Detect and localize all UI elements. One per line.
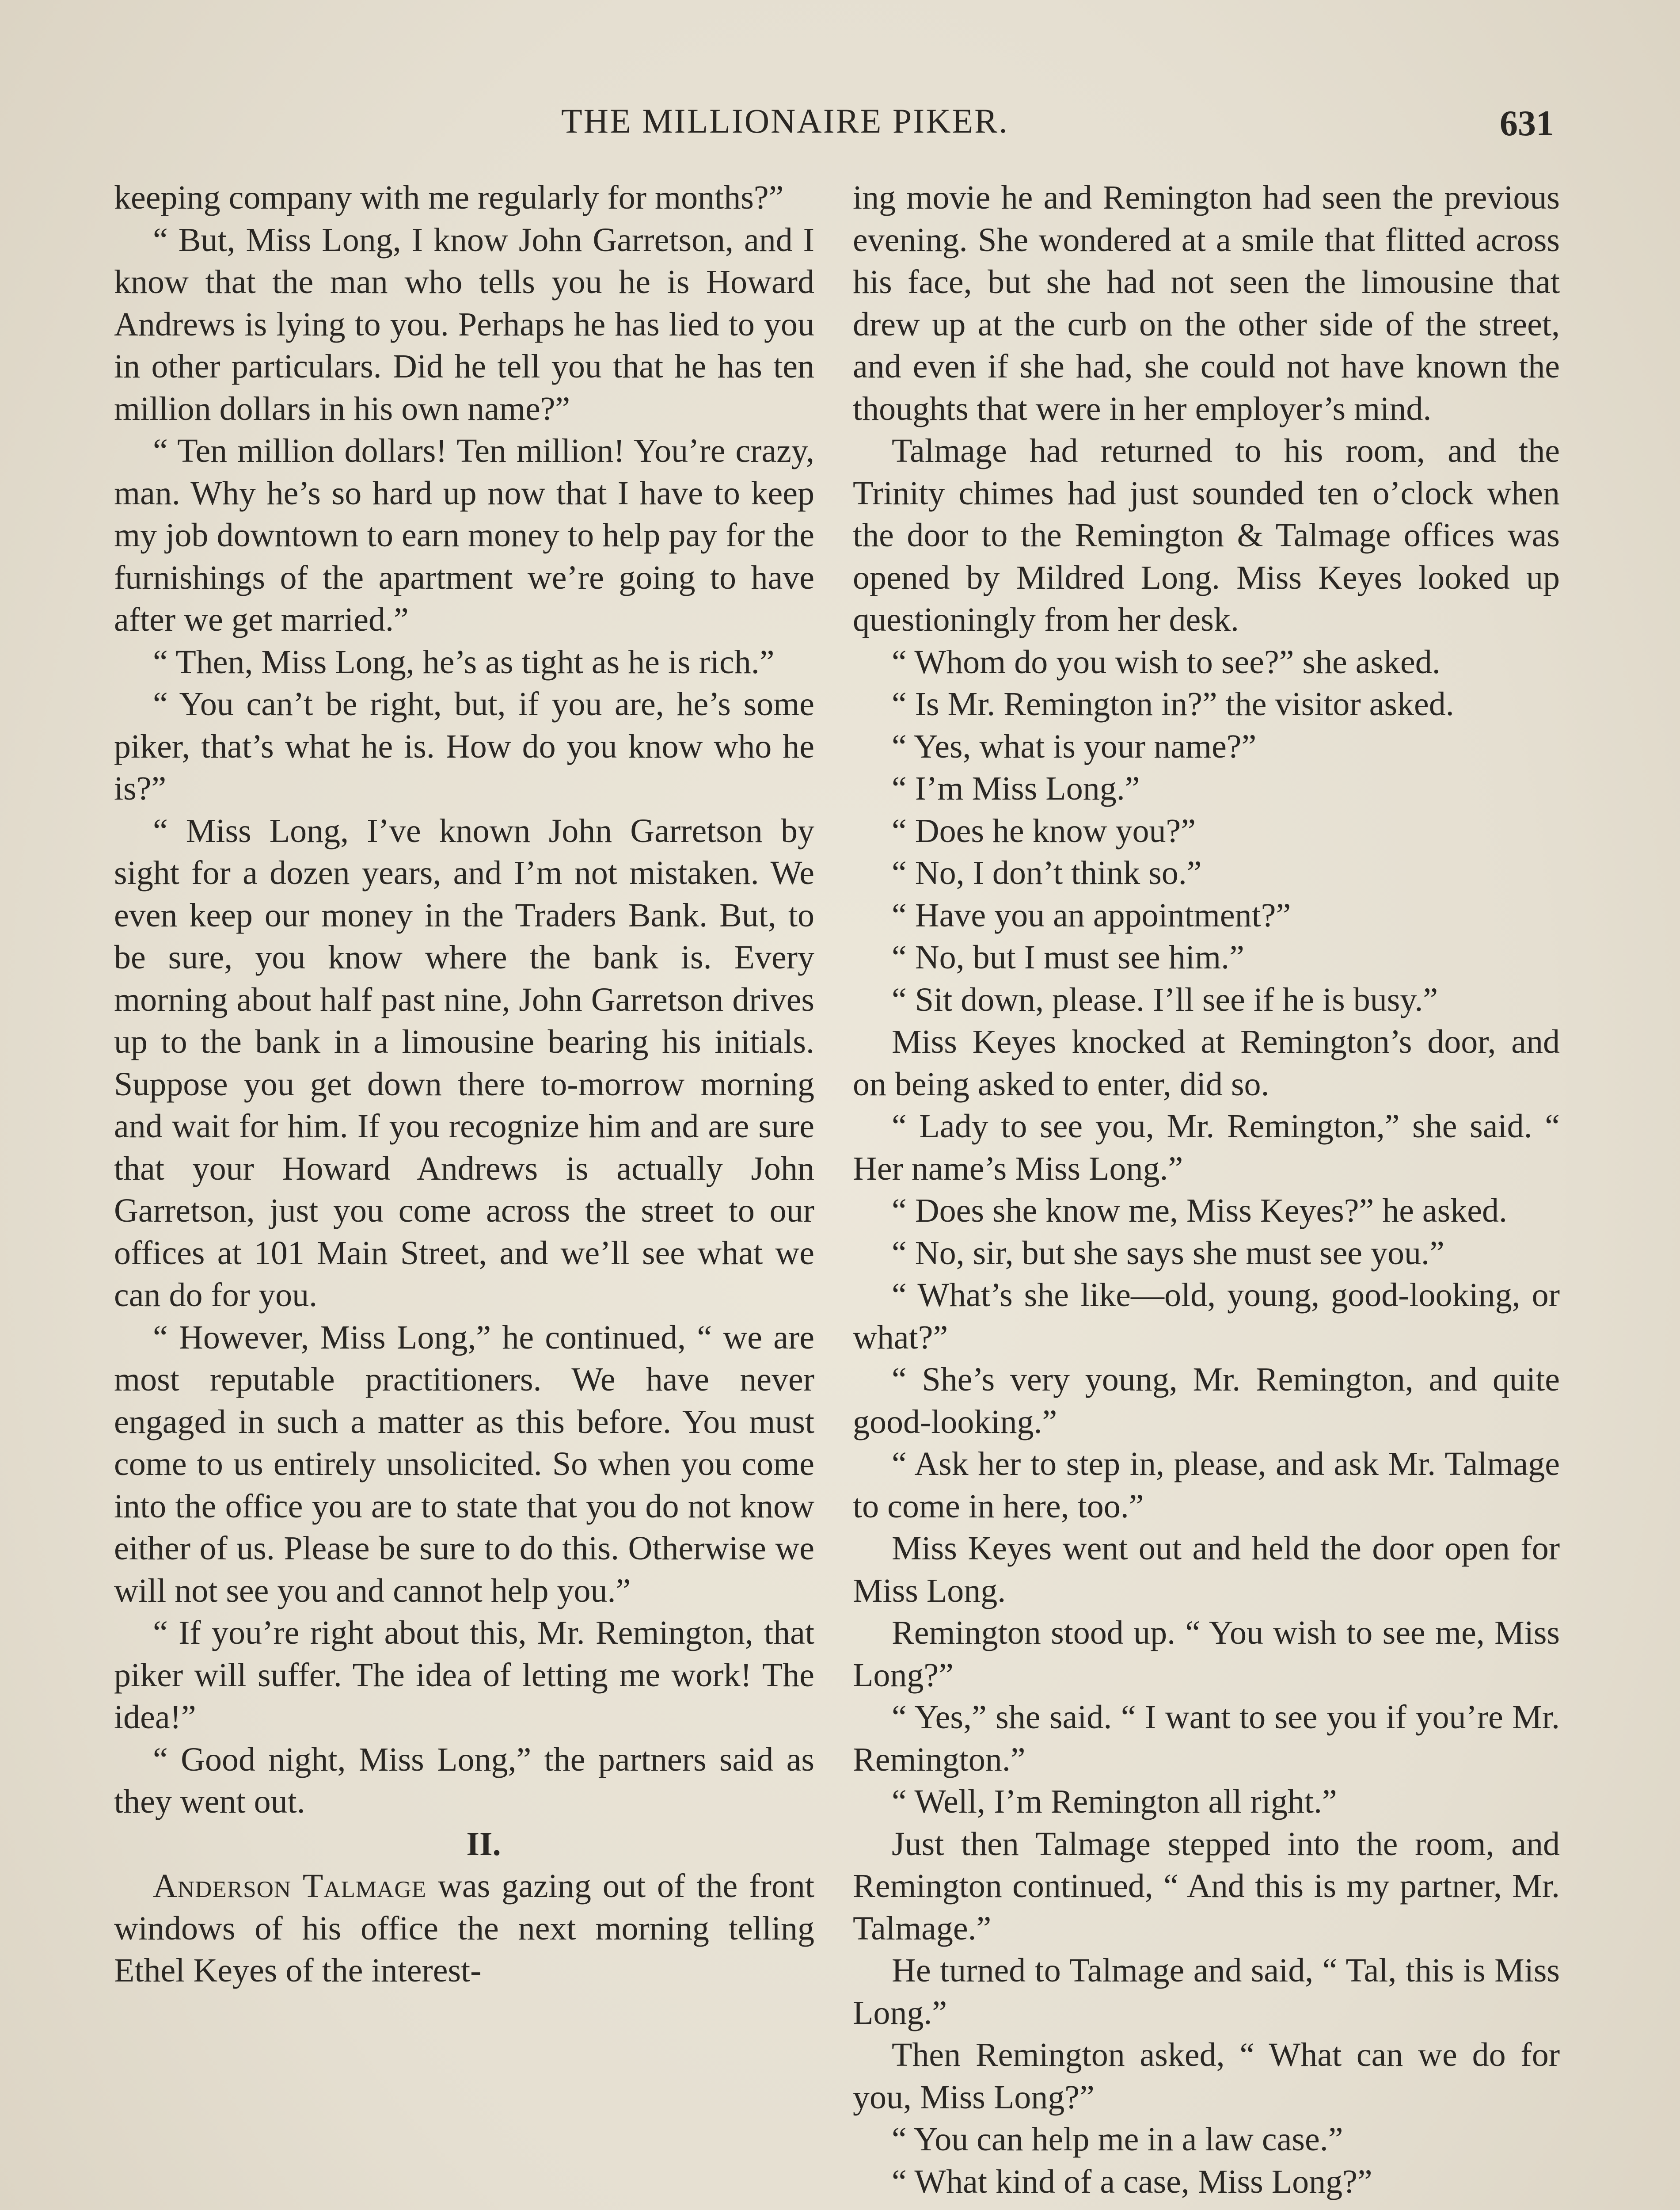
paragraph: Talmage had returned to his room, and the Trinity chimes had just sounded ten o’clock when the door to the Remington & Talmage offices was opened by Mildred Long. Miss Keyes looked up questioningly from her desk.: [853, 432, 1560, 638]
paragraph: “ Good night, Miss Long,” the partners said as they went out.: [114, 1741, 814, 1820]
paragraph: “ Ten million dollars! Ten million! You’re crazy, man. Why he’s so hard up now that I have to keep my job downtown to earn money to help pay for the furnishings of the apartment we’re going to have after we get married.”: [114, 432, 814, 638]
page-number: 631: [1500, 103, 1554, 143]
paragraph: “ Lady to see you, Mr. Remington,” she said. “ Her name’s Miss Long.”: [853, 1108, 1560, 1187]
paragraph: “ She’s very young, Mr. Remington, and quite good-looking.”: [853, 1361, 1560, 1440]
left-column: [114, 177, 814, 1992]
paragraph: “ What kind of a case, Miss Long?”: [892, 2163, 1372, 2200]
paragraph: “ What’s she like—old, young, good-looking, or what?”: [853, 1276, 1560, 1356]
paragraph: “ Miss Long, I’ve known John Garretson by sight for a dozen years, and I’m not mistaken. We even keep our money in the Traders Bank. But, to be sure, you know where the bank is. Every morning about half past nine, John Garretson drives up to the bank in a limousine bearing his initials. Suppose you get down there to-morrow morning and wait for him. If you recognize him and are sure that your Howard Andrews is actually John Garretson, just you come across the street to our offices at 101 Main Street, and we’ll see what we can do for you.: [114, 812, 814, 1314]
paragraph: “ But, Miss Long, I know John Garretson, and I know that the man who tells you he is Howard Andrews is lying to you. Perhaps he has lied to you in other particulars. Did he tell you that he has ten million dollars in his own name?”: [114, 221, 814, 427]
paragraph: “ You can help me in a law case.”: [892, 2121, 1343, 2158]
paragraph: “ Yes,” she said. “ I want to see you if you’re Mr. Remington.”: [853, 1699, 1560, 1778]
paragraph: “ I’m Miss Long.”: [892, 770, 1140, 807]
paragraph: Remington stood up. “ You wish to see me, Miss Long?”: [853, 1614, 1560, 1694]
paragraph: “ Does he know you?”: [892, 812, 1196, 850]
right-column: [853, 177, 1560, 2203]
section-opening-paragraph: [114, 1865, 814, 1992]
paragraph: “ Is Mr. Remington in?” the visitor asked.: [892, 686, 1454, 723]
paragraph: Miss Keyes went out and held the door open for Miss Long.: [853, 1530, 1560, 1609]
opening-text: was gazing out of the front windows of his office the next morning telling Ethel Keyes of the interest-: [114, 1867, 815, 1989]
paragraph: “ Whom do you wish to see?” she asked.: [892, 643, 1441, 681]
paragraph: “ Ask her to step in, please, and ask Mr. Talmage to come in here, too.”: [853, 1445, 1560, 1525]
small-caps-name: Anderson Talmage: [153, 1867, 426, 1905]
paragraph: “ Does she know me, Miss Keyes?” he asked.: [892, 1192, 1507, 1229]
paragraph: “ However, Miss Long,” he continued, “ we are most reputable practitioners. We have never engaged in such a matter as this before. You must come to us entirely unsolicited. So when you come into the office you are to state that you do not know either of us. Please be sure to do this. Otherwise we will not see you and cannot help you.”: [114, 1318, 814, 1609]
paragraph: ing movie he and Remington had seen the previous evening. She wondered at a smile that flitted across his face, but she had not seen the limousine that drew up at the curb on the other side of the street, and even if she had, she could not have known the thoughts that were in her employer’s mind.: [853, 179, 1560, 427]
paragraph: “ You can’t be right, but, if you are, he’s some piker, that’s what he is. How do you know who he is?”: [114, 686, 814, 807]
paragraph: “ No, I don’t think so.”: [892, 854, 1202, 892]
paragraph: Miss Keyes knocked at Remington’s door, and on being asked to enter, did so.: [853, 1023, 1560, 1103]
paragraph: keeping company with me regularly for months?”: [114, 179, 784, 216]
running-title: THE MILLIONAIRE PIKER.: [561, 102, 1009, 140]
paragraph: He turned to Talmage and said, “ Tal, this is Miss Long.”: [853, 1952, 1560, 2031]
section-heading: II.: [466, 1825, 501, 1863]
paragraph: Then Remington asked, “ What can we do for you, Miss Long?”: [853, 2036, 1560, 2116]
paragraph: Just then Talmage stepped into the room, and Remington continued, “ And this is my partner, Mr. Talmage.”: [853, 1825, 1560, 1947]
paragraph: “ Have you an appointment?”: [892, 896, 1291, 934]
paragraph: “ Sit down, please. I’ll see if he is busy.”: [892, 981, 1438, 1018]
paragraph: “ If you’re right about this, Mr. Remington, that piker will suffer. The idea of letting me work! The idea!”: [114, 1614, 814, 1736]
paragraph: “ No, but I must see him.”: [892, 939, 1244, 976]
paragraph: “ Yes, what is your name?”: [892, 728, 1257, 765]
paragraph: “ No, sir, but she says she must see you.”: [892, 1234, 1444, 1272]
paragraph: “ Well, I’m Remington all right.”: [892, 1783, 1337, 1820]
paragraph: “ Then, Miss Long, he’s as tight as he is rich.”: [153, 643, 775, 681]
